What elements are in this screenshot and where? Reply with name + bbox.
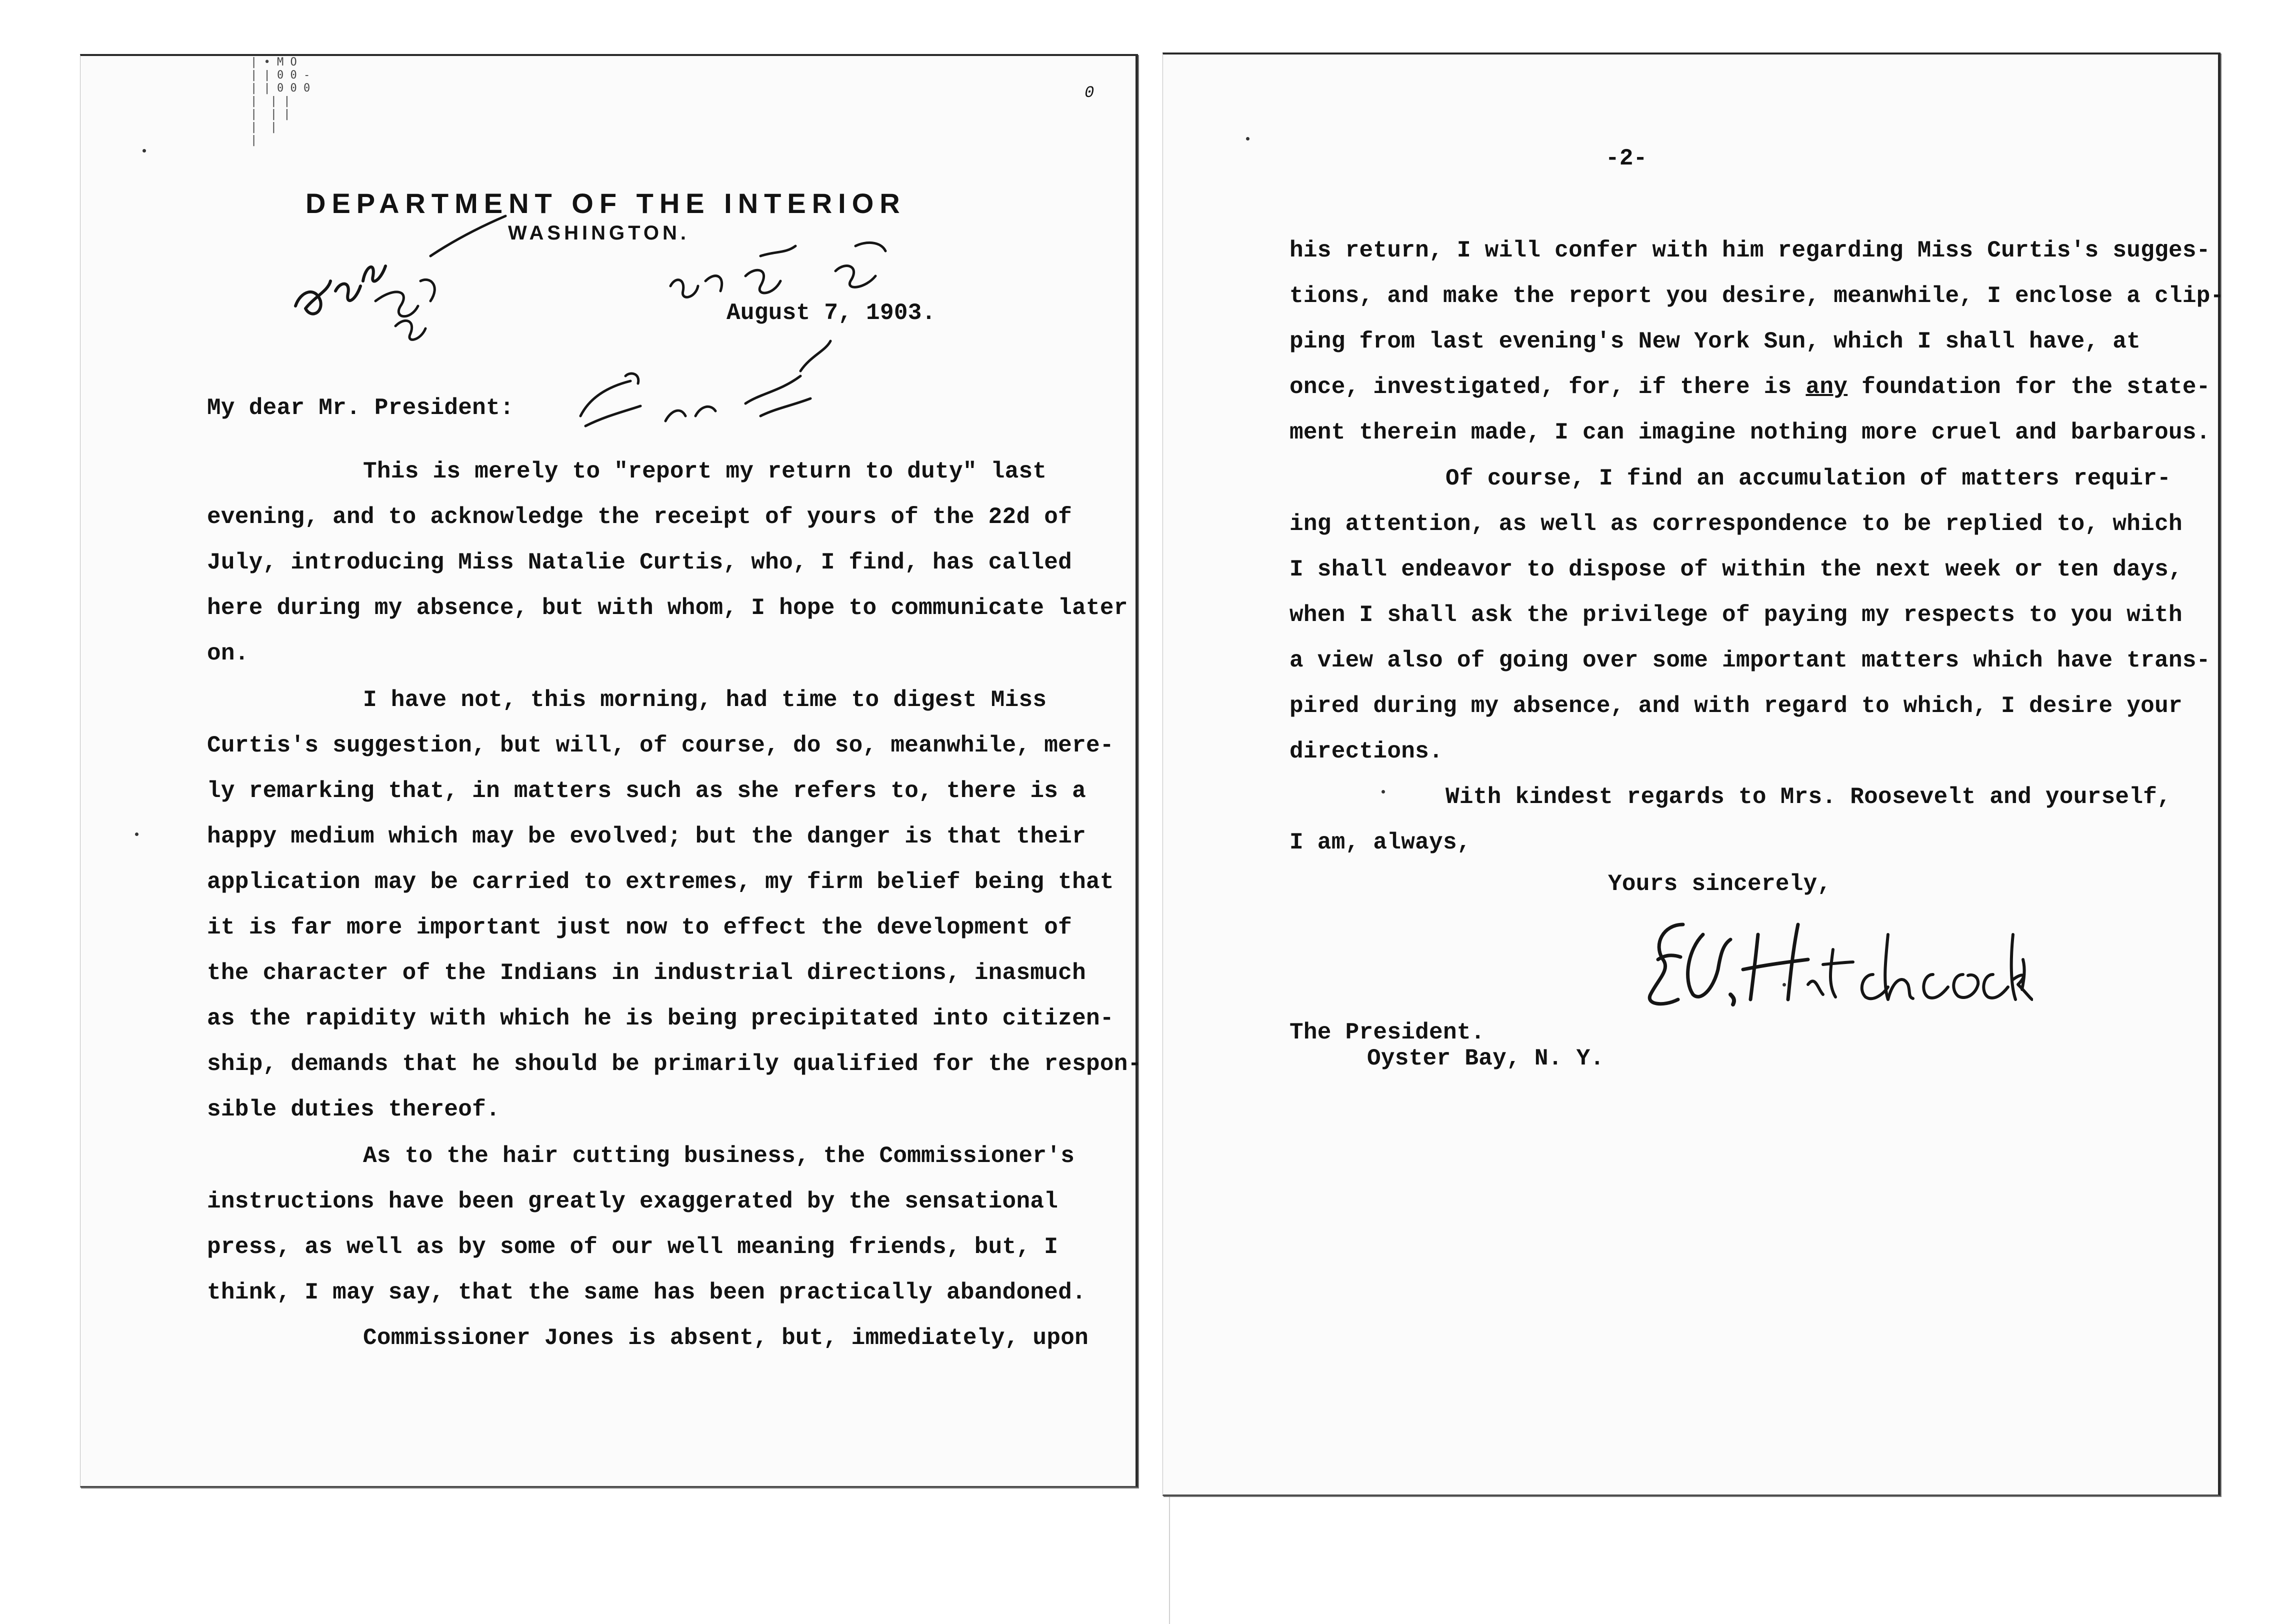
body-line: when I shall ask the privilege of paying my respects to you with bbox=[1290, 602, 2182, 628]
body-line: on. bbox=[207, 640, 249, 666]
addressee: The President. bbox=[1290, 1020, 1485, 1046]
letterhead-title: DEPARTMENT OF THE INTERIOR bbox=[306, 188, 906, 219]
scan-speck bbox=[1382, 790, 1385, 794]
page-number: -2- bbox=[1606, 146, 1648, 172]
body-line: happy medium which may be evolved; but the danger is that their bbox=[207, 824, 1086, 850]
salutation: My dear Mr. President: bbox=[207, 395, 514, 421]
body-line: ping from last evening's New York Sun, which I shall have, at bbox=[1290, 328, 2141, 354]
body-line: think, I may say, that the same has been practically abandoned. bbox=[207, 1280, 1086, 1306]
scan-speck bbox=[1782, 983, 1786, 986]
scan-speck bbox=[142, 149, 146, 152]
closing: Yours sincerely, bbox=[1608, 871, 1832, 897]
body-line: the character of the Indians in industrial directions, inasmuch bbox=[207, 960, 1086, 986]
body-line: directions. bbox=[1290, 738, 1443, 764]
body-line: ment therein made, I can imagine nothing more cruel and barbarous. bbox=[1290, 420, 2210, 446]
signature bbox=[1643, 904, 2033, 1024]
body-line: pired during my absence, and with regard to which, I desire your bbox=[1290, 693, 2182, 719]
body-line: it is far more important just now to effect the development of bbox=[207, 914, 1072, 940]
body-line: With kindest regards to Mrs. Roosevelt and yourself, bbox=[1446, 784, 2172, 810]
body-line: evening, and to acknowledge the receipt of yours of the 22d of bbox=[207, 504, 1072, 530]
body-line: ship, demands that he should be primarily qualified for the respon- bbox=[207, 1051, 1142, 1077]
body-line: I have not, this morning, had time to digest Miss bbox=[363, 687, 1047, 713]
body-line: as the rapidity with which he is being precipitated into citizen- bbox=[207, 1006, 1114, 1032]
body-line: sible duties thereof. bbox=[207, 1096, 500, 1122]
letter-date: August 7, 1903. bbox=[726, 300, 936, 326]
body-line: here during my absence, but with whom, I hope to communicate later bbox=[207, 595, 1128, 621]
body-line: tions, and make the report you desire, meanwhile, I enclose a clip- bbox=[1290, 283, 2224, 309]
body-line: This is merely to "report my return to duty" last bbox=[363, 458, 1047, 484]
body-line: Of course, I find an accumulation of matters requir- bbox=[1446, 466, 2172, 492]
body-line: July, introducing Miss Natalie Curtis, who, I find, has called bbox=[207, 550, 1072, 576]
body-line: ing attention, as well as correspondence to be replied to, which bbox=[1290, 511, 2182, 537]
scan-speck bbox=[1246, 137, 1250, 140]
page-mark: 0 bbox=[1084, 84, 1094, 102]
body-line: once, investigated, for, if there is any foundation for the state- bbox=[1290, 374, 2210, 400]
body-line: press, as well as by some of our well meaning friends, but, I bbox=[207, 1234, 1058, 1260]
letter-page-2 bbox=[1162, 52, 2224, 1496]
filing-stamp: | • M O | | 0 0 - | | 0 0 0 | | | | | | | | | bbox=[250, 56, 310, 146]
body-line: instructions have been greatly exaggerated by the sensational bbox=[207, 1188, 1058, 1214]
body-line: I am, always, bbox=[1290, 830, 1471, 856]
body-line: his return, I will confer with him regarding Miss Curtis's sugges- bbox=[1290, 238, 2210, 264]
body-line: I shall endeavor to dispose of within the next week or ten days, bbox=[1290, 556, 2182, 582]
address: Oyster Bay, N. Y. bbox=[1367, 1046, 1604, 1072]
emphasis-any: any bbox=[1806, 374, 1848, 400]
body-line: ly remarking that, in matters such as she refers to, there is a bbox=[207, 778, 1086, 804]
scan-divider bbox=[1169, 1495, 1170, 1624]
body-line: a view also of going over some important matters which have trans- bbox=[1290, 648, 2210, 674]
body-line: application may be carried to extremes, my firm belief being that bbox=[207, 869, 1114, 895]
scan-speck bbox=[135, 832, 138, 836]
letter-page-1 bbox=[80, 54, 1142, 1488]
body-line: As to the hair cutting business, the Commissioner's bbox=[363, 1143, 1075, 1169]
letterhead-city: WASHINGTON. bbox=[508, 222, 690, 244]
body-line: Commissioner Jones is absent, but, immediately, upon bbox=[363, 1325, 1089, 1351]
body-line: Curtis's suggestion, but will, of course, do so, meanwhile, mere- bbox=[207, 732, 1114, 758]
